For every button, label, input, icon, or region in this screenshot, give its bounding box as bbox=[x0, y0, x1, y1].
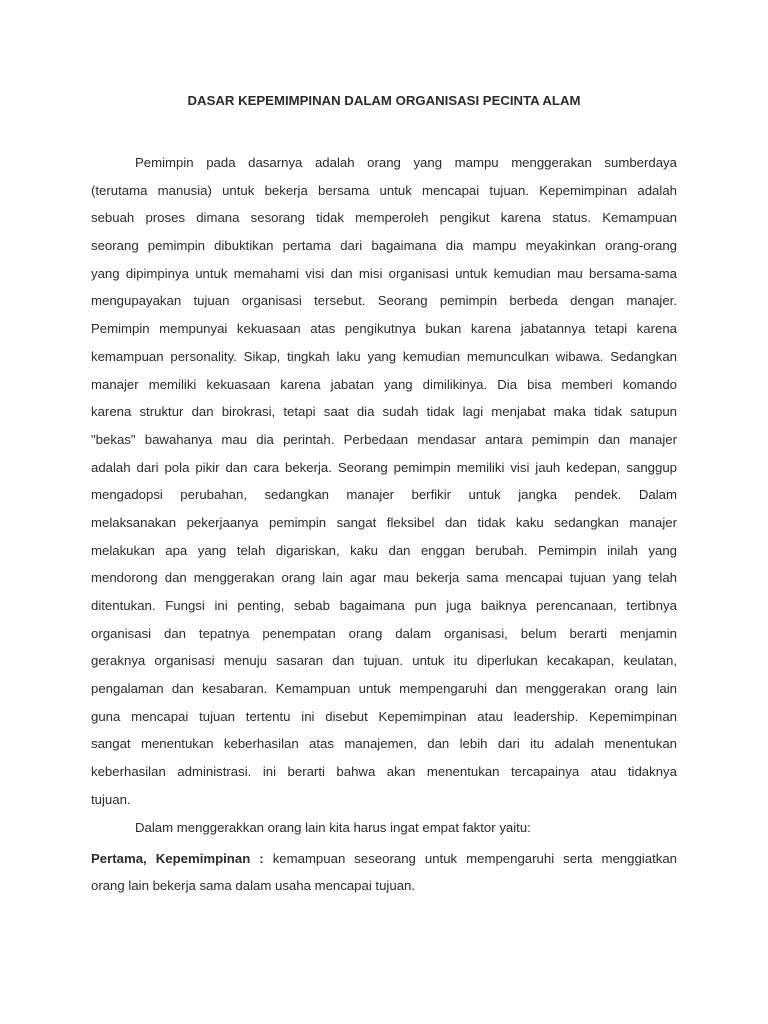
term-label: Pertama, Kepemimpinan : bbox=[91, 850, 264, 866]
paragraph-line: Pemimpin mempunyai kekuasaan atas pengikutnya bukan karena jabatannya tetapi karena bbox=[91, 321, 677, 337]
paragraph-line: orang lain bekerja sama dalam usaha mencapai tujuan. bbox=[91, 878, 416, 894]
document-title: DASAR KEPEMIMPINAN DALAM ORGANISASI PECINTA ALAM bbox=[187, 93, 581, 108]
paragraph-line: ditentukan. Fungsi ini penting, sebab bagaimana pun juga baiknya perencanaan, tertibnya bbox=[91, 598, 677, 613]
paragraph-line: Dalam menggerakkan orang lain kita harus ingat empat faktor yaitu: bbox=[135, 819, 531, 835]
paragraph-line: organisasi dan tepatnya penempatan orang dalam organisasi, belum berarti menjamin bbox=[91, 625, 677, 641]
paragraph-line: mengadopsi perubahan, sedangkan manajer berfikir untuk jangka pendek. Dalam bbox=[91, 487, 677, 503]
paragraph-1 bbox=[91, 149, 677, 814]
paragraph-3 bbox=[91, 845, 677, 900]
paragraph-line: karena struktur dan birokrasi, tetapi saat dia sudah tidak lagi menjabat maka tidak satupun bbox=[91, 404, 677, 420]
paragraph-line: sebuah proses dimana sesorang tidak memperoleh pengikut karena status. Kemampuan bbox=[91, 210, 677, 226]
paragraph-line: guna mencapai tujuan tertentu ini disebut Kepemimpinan atau leadership. Kepemimpinan bbox=[91, 708, 677, 724]
paragraph-line: seorang pemimpin dibuktikan pertama dari bagaimana dia mampu meyakinkan orang-orang bbox=[91, 238, 677, 254]
paragraph-line: melakukan apa yang telah digariskan, kaku dan enggan berubah. Pemimpin inilah yang bbox=[91, 542, 677, 558]
paragraph-2 bbox=[91, 814, 677, 842]
paragraph-line: "bekas" bawahanya mau dia perintah. Perbedaan mendasar antara pemimpin dan manajer bbox=[91, 431, 677, 447]
paragraph-line: manajer memiliki kekuasaan karena jabatan yang dimilikinya. Dia bisa memberi komando bbox=[91, 376, 677, 392]
paragraph-line: (terutama manusia) untuk bekerja bersama untuk mencapai tujuan. Kepemimpinan adalah bbox=[91, 182, 677, 198]
paragraph-line: tujuan. bbox=[91, 791, 131, 807]
paragraph-line: keberhasilan administrasi. ini berarti bahwa akan menentukan tercapainya atau tidaknya bbox=[91, 764, 677, 780]
paragraph-line: adalah dari pola pikir dan cara bekerja. Seorang pemimpin memiliki visi jauh kedepan, sanggup bbox=[91, 459, 677, 475]
paragraph-line: geraknya organisasi menuju sasaran dan tujuan. untuk itu diperlukan kecakapan, keulatan, bbox=[91, 653, 677, 669]
paragraph-line: mengupayakan tujuan organisasi tersebut. Seorang pemimpin berbeda dengan manajer. bbox=[91, 293, 677, 309]
paragraph-line: Pemimpin pada dasarnya adalah orang yang mampu menggerakan sumberdaya bbox=[135, 155, 677, 170]
paragraph-line: kemampuan personality. Sikap, tingkah laku yang kemudian memunculkan wibawa. Sedangkan bbox=[91, 348, 677, 364]
paragraph-line: yang dipimpinya untuk memahami visi dan misi organisasi untuk kemudian mau bersama-sama bbox=[91, 265, 677, 281]
paragraph-line bbox=[91, 845, 677, 873]
paragraph-line: melaksanakan pekerjaanya pemimpin sangat fleksibel dan tidak kaku sedangkan manajer bbox=[91, 514, 677, 530]
paragraph-line: pengalaman dan kesabaran. Kemampuan untuk mempengaruhi dan menggerakan orang lain bbox=[91, 681, 677, 697]
paragraph-line: sangat menentukan keberhasilan atas manajemen, dan lebih dari itu adalah menentukan bbox=[91, 736, 677, 752]
document-body bbox=[91, 149, 677, 900]
term-definition: kemampuan seseorang untuk mempengaruhi serta menggiatkan bbox=[272, 850, 678, 866]
paragraph-line: mendorong dan menggerakan orang lain agar mau bekerja sama mencapai tujuan yang telah bbox=[91, 570, 677, 586]
